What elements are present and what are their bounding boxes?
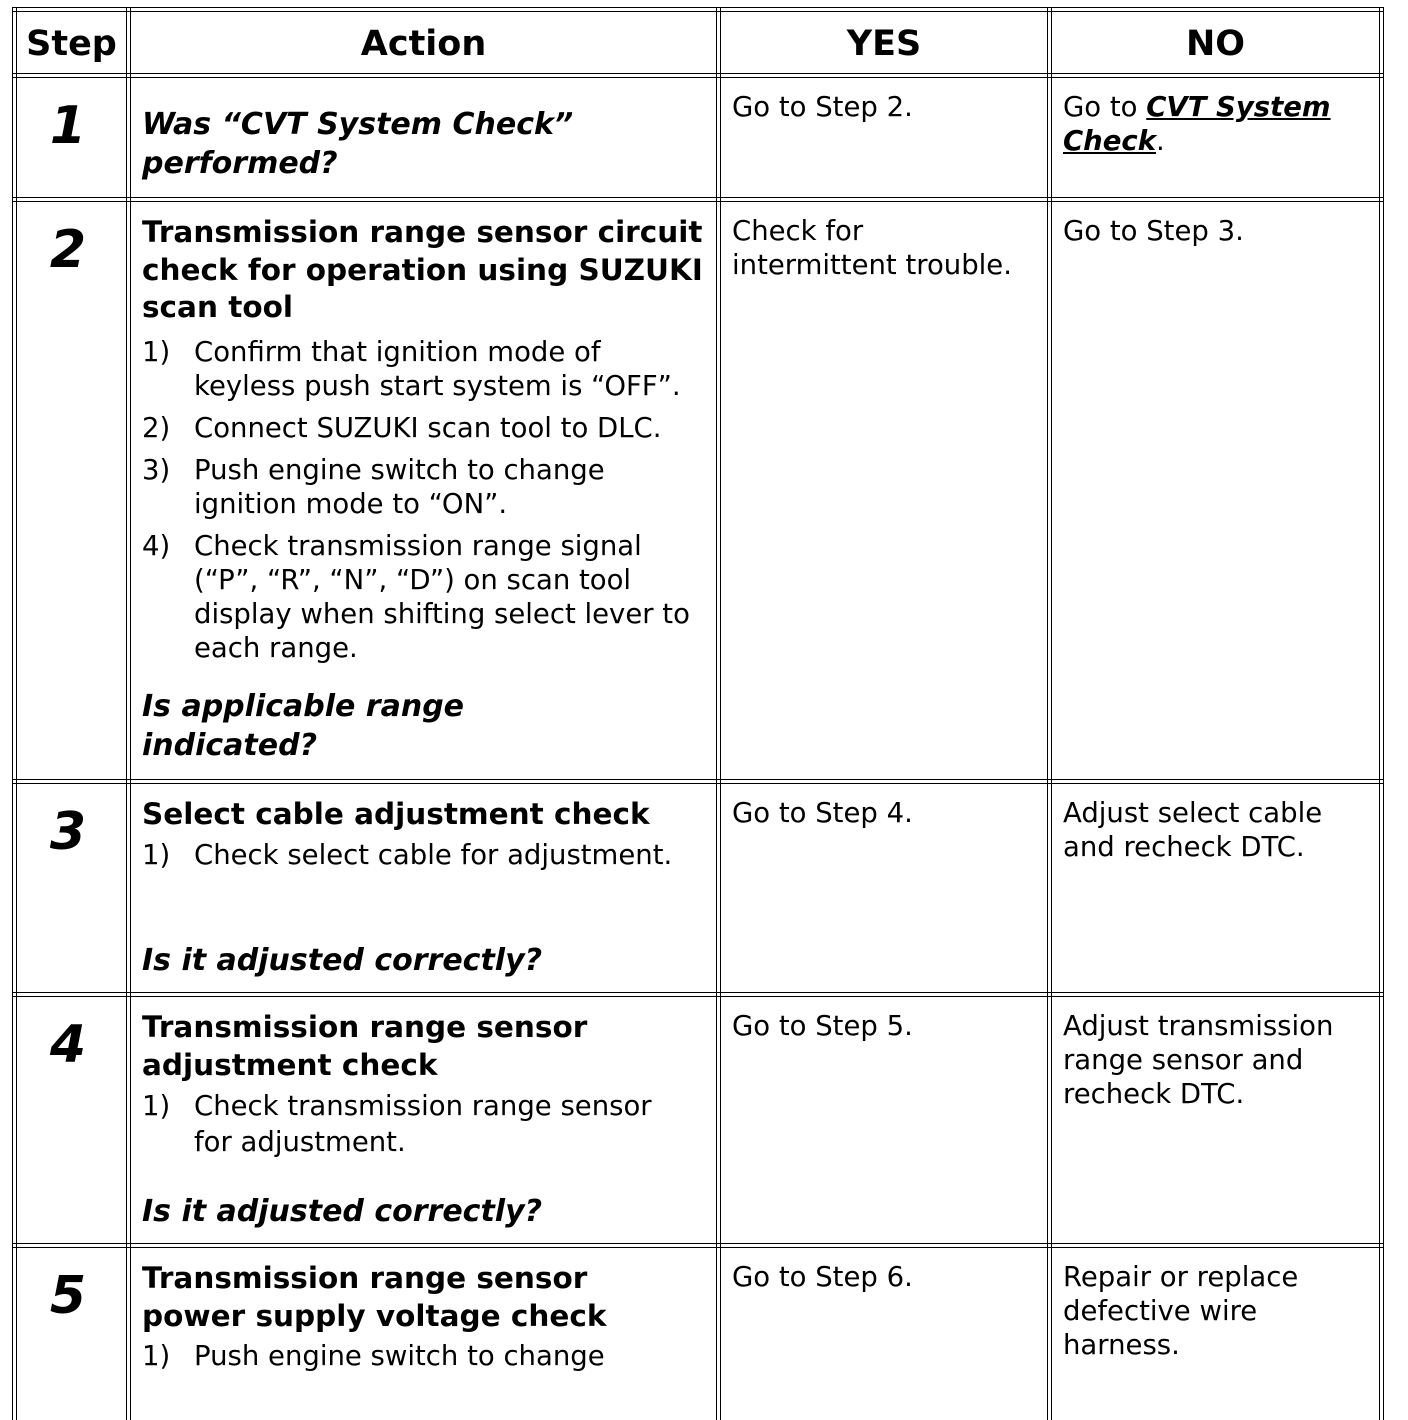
step-4-action xyxy=(142,1009,707,1160)
step-3-yes: Go to Step 4. xyxy=(732,797,913,829)
step-4-no: Adjust transmission range sensor and recheck DTC. xyxy=(1063,1010,1334,1110)
list-item-text: Confirm that ignition mode of keyless push start system is “OFF”. xyxy=(194,335,681,402)
step-4-question: Is it adjusted correctly? xyxy=(142,1194,543,1229)
list-item-text: Check transmission range sensor for adjustment. xyxy=(194,1090,652,1158)
step-4-procedure-list xyxy=(142,1088,707,1160)
list-item-number: 1) xyxy=(142,838,171,871)
list-item xyxy=(142,453,707,521)
step-3-no: Adjust select cable and recheck DTC. xyxy=(1063,797,1323,863)
header-action: Action xyxy=(360,24,487,64)
step-5-title: Transmission range sensor power supply voltage check xyxy=(142,1261,607,1333)
step-5-yes: Go to Step 6. xyxy=(732,1261,913,1293)
step-number-3: 3 xyxy=(49,802,87,862)
list-item-number: 4) xyxy=(142,529,171,562)
list-item xyxy=(142,411,707,445)
list-item-text: Push engine switch to change ignition mode to “ON”. xyxy=(194,453,605,520)
step-3-procedure-list xyxy=(142,838,707,872)
step-number-1: 1 xyxy=(49,96,87,156)
step-3-action xyxy=(142,796,707,872)
list-item-number: 2) xyxy=(142,411,171,444)
list-item-text: Push engine switch to change xyxy=(194,1340,605,1372)
list-item xyxy=(142,1339,707,1373)
list-item xyxy=(142,529,707,665)
step-1-question: Was “CVT System Check” performed? xyxy=(142,107,574,181)
step-2-action xyxy=(142,214,707,665)
list-item-number: 3) xyxy=(142,453,171,486)
step-number-2: 2 xyxy=(49,220,87,280)
list-item-text: Check select cable for adjustment. xyxy=(194,838,673,871)
step-4-yes: Go to Step 5. xyxy=(732,1010,913,1042)
step-1-no xyxy=(1063,90,1368,158)
list-item xyxy=(142,838,707,872)
list-item-text: Check transmission range signal (“P”, “R”, “N”, “D”) on scan tool display when shifting select lever to each range. xyxy=(194,529,690,664)
cvt-system-check-link[interactable]: CVT System Check xyxy=(1063,91,1331,157)
step-2-no: Go to Step 3. xyxy=(1063,215,1244,247)
step-2-yes: Check for intermittent trouble. xyxy=(732,215,1012,281)
list-item-number: 1) xyxy=(142,1340,171,1372)
step-number-4: 4 xyxy=(49,1015,87,1075)
list-item xyxy=(142,335,707,403)
step-2-procedure-list xyxy=(142,335,707,665)
header-no: NO xyxy=(1185,24,1246,64)
step-1-yes: Go to Step 2. xyxy=(732,91,913,123)
list-item xyxy=(142,1088,674,1160)
list-item-text: Connect SUZUKI scan tool to DLC. xyxy=(194,411,662,444)
list-item-number: 1) xyxy=(142,1090,171,1122)
step-2-title: Transmission range sensor circuit check for operation using SUZUKI scan tool xyxy=(142,215,703,324)
header-yes: YES xyxy=(846,24,922,64)
step-number-5: 5 xyxy=(49,1266,87,1326)
step-5-action xyxy=(142,1260,707,1373)
header-step: Step xyxy=(26,24,117,64)
step-3-question: Is it adjusted correctly? xyxy=(142,943,543,978)
step-5-no: Repair or replace defective wire harness. xyxy=(1063,1261,1299,1361)
step-1-no-prefix: Go to xyxy=(1063,91,1147,123)
step-5-procedure-list xyxy=(142,1339,707,1373)
list-item-number: 1) xyxy=(142,335,171,368)
step-2-question: Is applicable range indicated? xyxy=(142,689,465,763)
step-3-title: Select cable adjustment check xyxy=(142,797,650,831)
step-4-title: Transmission range sensor adjustment check xyxy=(142,1010,588,1082)
step-1-no-suffix: . xyxy=(1156,125,1165,157)
